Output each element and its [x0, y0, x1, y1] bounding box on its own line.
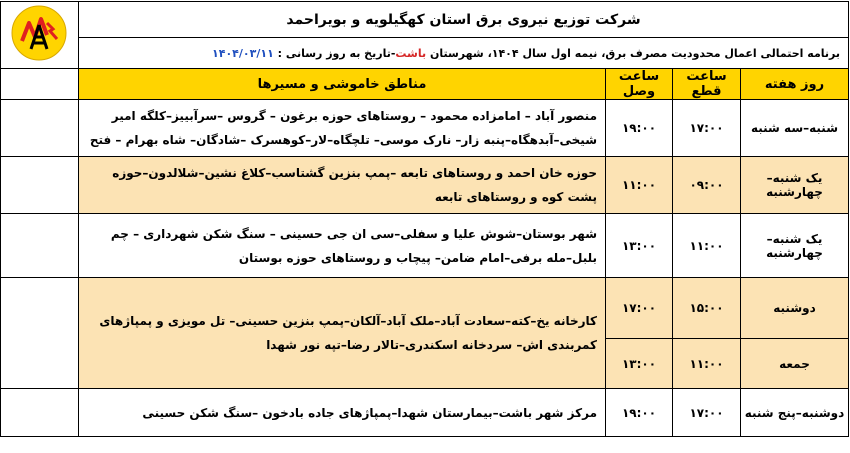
row-cut-time: ۱۵:۰۰: [673, 278, 741, 339]
row-connect-time: ۱۳:۰۰: [606, 214, 673, 278]
row-connect-time: ۱۳:۰۰: [606, 339, 673, 389]
row-cut-time: ۰۹:۰۰: [673, 157, 741, 214]
row-spacer: [0, 389, 78, 437]
row-cut-time: ۱۱:۰۰: [673, 339, 741, 389]
outage-schedule-table: [0, 1, 849, 437]
row-areas: حوزه خان احمد و روستاهای تابعه –پمپ بنزین گشتاسب–کلاغ نشین–شلالدون–حوزه پشت کوه و روستاهای تابعه: [78, 157, 605, 214]
row-spacer: [0, 157, 78, 214]
table-header-row: [0, 69, 848, 100]
table-row: [0, 214, 848, 278]
row-areas: شهر بوستان–شوش علیا و سفلی–سی ان جی حسینی – سنگ شکن شهرداری – چم بلبل–مله برفی–امام ضامن– پیچاب و روستاهای حوزه بوستان: [78, 214, 605, 278]
row-spacer: [0, 278, 78, 389]
header-cut-time: ساعت قطع: [673, 69, 741, 100]
row-areas: کارخانه یخ–کته–سعادت آباد–ملک آباد–آلکان–پمپ بنزین حسینی– تل مویزی و پمپاژهای کمربندی اش– سردخانه اسکندری–تالار رضا–تپه نور شهدا: [78, 278, 605, 389]
row-cut-time: ۱۱:۰۰: [673, 214, 741, 278]
update-date: ۱۴۰۴/۰۳/۱۱: [212, 46, 274, 60]
row-cut-time: ۱۷:۰۰: [673, 389, 741, 437]
row-connect-time: ۱۷:۰۰: [606, 278, 673, 339]
subtitle-city: باشت: [395, 46, 427, 60]
title-row: [0, 2, 848, 38]
row-areas: منصور آباد – امامزاده محمود – روستاهای حوزه برغون – گروس –سرآبییز–کلگه امیر شیخی–آبدهگاه–پنبه زار– نارک موسی– تلچگاه–لار–کوهسرک –شادگان– شاه بهرام – فتح: [78, 100, 605, 157]
row-connect-time: ۱۱:۰۰: [606, 157, 673, 214]
row-connect-time: ۱۹:۰۰: [606, 389, 673, 437]
header-areas: مناطق خاموشی و مسیرها: [78, 69, 605, 100]
table-row: [0, 157, 848, 214]
row-spacer: [0, 214, 78, 278]
row-day: جمعه: [741, 339, 849, 389]
schedule-document: [1, 1, 849, 452]
row-day: دوشنبه–پنج شنبه: [741, 389, 849, 437]
company-title: شرکت توزیع نیروی برق استان کهگیلویه و بویراحمد: [78, 2, 848, 38]
subtitle-prefix: برنامه احتمالی اعمال محدودیت مصرف برق، نیمه اول سال ۱۴۰۴، شهرستان: [429, 46, 840, 60]
table-row: [0, 389, 848, 437]
row-cut-time: ۱۷:۰۰: [673, 100, 741, 157]
row-connect-time: ۱۹:۰۰: [606, 100, 673, 157]
subtitle-mid: -تاریخ به روز رسانی :: [277, 46, 396, 60]
subtitle-row: [0, 38, 848, 69]
header-connect-time: ساعت وصل: [606, 69, 673, 100]
header-blank: [0, 69, 78, 100]
company-logo: [0, 2, 78, 69]
power-distribution-logo-icon: [9, 3, 69, 63]
table-row: [0, 278, 848, 339]
row-spacer: [0, 100, 78, 157]
row-day: یک شنبه–چهارشنبه: [741, 214, 849, 278]
subtitle: [78, 38, 848, 69]
row-areas: مرکز شهر باشت–بیمارستان شهدا–پمپاژهای جاده بادخون –سنگ شکن حسینی: [78, 389, 605, 437]
row-day: دوشنبه: [741, 278, 849, 339]
header-day: روز هفته: [741, 69, 849, 100]
row-day: یک شنبه–چهارشنبه: [741, 157, 849, 214]
row-day: شنبه–سه شنبه: [741, 100, 849, 157]
table-row: [0, 100, 848, 157]
